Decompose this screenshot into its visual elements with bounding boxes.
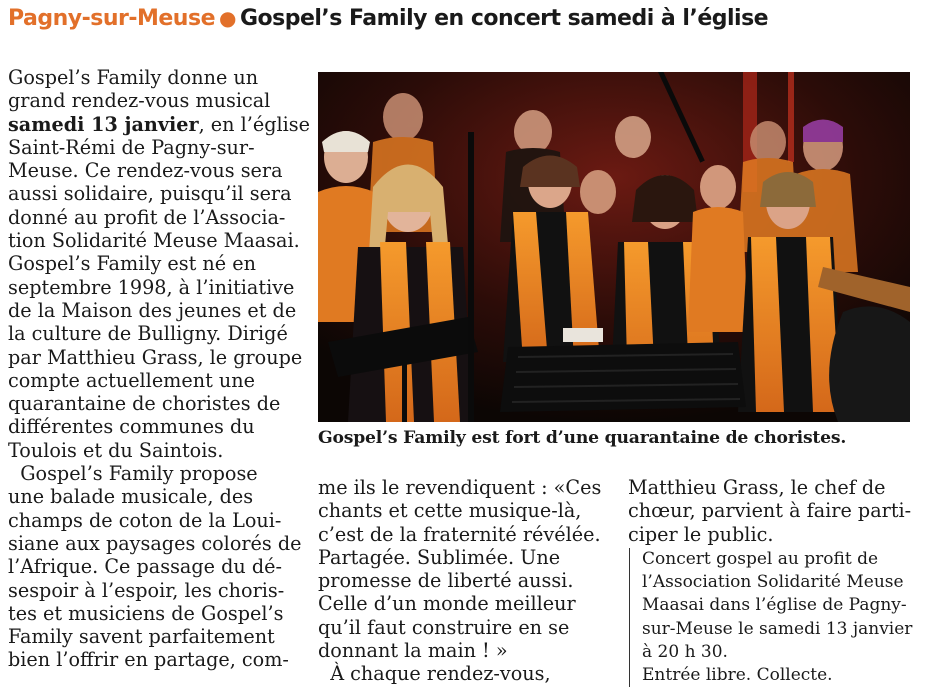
text-run: sur-Meuse le samedi 13 janvier: [642, 618, 913, 639]
text-run: grand rendez-vous musical: [8, 89, 271, 113]
concert-info-box: [629, 548, 918, 687]
text-run: Gospel’s Family donne un: [8, 66, 259, 89]
text-run: À chaque rendez-vous,: [318, 662, 551, 686]
text-line: [8, 345, 303, 369]
text-line: [8, 276, 298, 299]
text-run: Partagée. Sublimée. Une: [318, 545, 561, 569]
text-run: Saint-Rémi de Pagny-sur-: [8, 135, 255, 159]
text-line: [8, 392, 298, 415]
text-run: de la Maison des jeunes et de: [8, 298, 297, 322]
text-line: [8, 136, 298, 159]
text-run: qu’il faut construire en se: [318, 615, 570, 639]
headline-location: Pagny-sur-Meuse: [8, 6, 215, 31]
text-run: l’Association Solidarité Meuse: [642, 572, 904, 593]
text-run: me ils le revendiquent : «Ces: [318, 476, 602, 499]
headline: [8, 6, 923, 31]
text-run: par Matthieu Grass, le groupe: [8, 345, 303, 369]
text-run: aussi solidaire, puisqu’il sera: [8, 182, 292, 206]
text-run: chants et cette musique-là,: [318, 499, 582, 523]
text-run: donné au profit de l’Associa-: [8, 205, 286, 229]
text-line: [8, 509, 298, 532]
article-column-2: [318, 476, 608, 686]
text-line: [8, 415, 298, 438]
text-run: Maasai dans l’église de Pagny-: [642, 595, 907, 616]
text-run: Family savent parfaitement: [8, 625, 275, 649]
text-line: [318, 546, 608, 569]
text-run: Gospel’s Family propose: [8, 462, 258, 486]
text-run: sespoir à l’espoir, les choris-: [8, 578, 285, 602]
text-line: [8, 206, 298, 229]
headline-bullet: ●: [219, 6, 236, 30]
text-line: [8, 579, 298, 602]
photo-caption: Gospel’s Family est fort d’une quarantaine de choristes.: [318, 428, 847, 448]
text-run: Toulois et du Saintois.: [8, 438, 224, 462]
text-run: l’Afrique. Ce passage du dé-: [8, 555, 282, 579]
text-line: [318, 639, 608, 662]
text-run: ciper le public.: [628, 522, 774, 546]
text-line: [318, 592, 608, 615]
text-line: [8, 602, 298, 625]
text-run: , en l’église: [198, 112, 310, 136]
text-line: [8, 485, 298, 508]
article-column-3-text: [628, 476, 918, 546]
text-line: [642, 618, 918, 641]
text-line: [642, 548, 918, 571]
article-column-1: [8, 66, 310, 672]
text-line: [8, 182, 298, 205]
text-run: la culture de Bulligny. Dirigé: [8, 322, 288, 346]
text-line: [628, 523, 918, 546]
text-run: siane aux paysages colorés de: [8, 531, 302, 555]
text-run: c’est de la fraternité révélée.: [318, 522, 601, 546]
text-line: [8, 229, 298, 252]
text-run: promesse de liberté aussi.: [318, 569, 574, 593]
text-line: [318, 499, 608, 522]
text-run: Entrée libre. Collecte.: [642, 664, 833, 685]
text-line: [8, 112, 310, 136]
choir-photo: [318, 72, 910, 422]
text-run: chœur, parvient à faire parti-: [628, 499, 912, 523]
text-line: [642, 594, 918, 617]
text-run: une balade musicale, des: [8, 485, 254, 509]
text-line: [8, 369, 298, 392]
text-line: [642, 571, 918, 594]
text-line: [8, 462, 298, 485]
text-line: [318, 662, 608, 685]
text-line: [8, 555, 298, 578]
text-run: quarantaine de choristes de: [8, 392, 281, 416]
text-line: [8, 625, 298, 648]
text-line: [628, 476, 918, 499]
text-line: [318, 476, 608, 499]
text-line: [8, 299, 298, 322]
text-line: [8, 531, 302, 555]
text-run: Gospel’s Family est né en: [8, 252, 256, 276]
text-line: [8, 322, 298, 345]
text-line: [642, 641, 918, 664]
text-line: [628, 499, 918, 522]
text-run: septembre 1998, à l’initiative: [8, 275, 295, 299]
text-run: tes et musiciens de Gospel’s: [8, 601, 284, 625]
text-line: [642, 664, 918, 687]
text-line: [8, 89, 298, 112]
text-run: donnant la main ! »: [318, 639, 508, 663]
text-run: bien l’offrir en partage, com-: [8, 648, 289, 672]
text-line: [8, 252, 298, 275]
bold-text: samedi 13 janvier: [8, 112, 199, 136]
text-run: différentes communes du: [8, 415, 255, 439]
text-line: [318, 569, 608, 592]
text-run: Meuse. Ce rendez-vous sera: [8, 159, 283, 183]
text-line: [8, 439, 298, 462]
text-run: champs de coton de la Loui-: [8, 508, 282, 532]
article-column-3: [628, 476, 918, 687]
text-run: à 20 h 30.: [642, 641, 728, 662]
headline-title: Gospel’s Family en concert samedi à l’église: [239, 6, 769, 31]
text-line: [8, 66, 298, 89]
text-run: Celle d’un monde meilleur: [318, 592, 576, 616]
text-run: compte actuellement une: [8, 368, 255, 392]
choir-photo-illustration: [318, 72, 910, 422]
text-line: [318, 616, 608, 639]
text-line: [8, 159, 298, 182]
text-run: tion Solidarité Meuse Maasai.: [8, 229, 300, 253]
text-line: [8, 648, 298, 671]
text-run: Concert gospel au profit de: [642, 548, 879, 569]
text-run: Matthieu Grass, le chef de: [628, 476, 886, 499]
text-line: [318, 523, 608, 546]
